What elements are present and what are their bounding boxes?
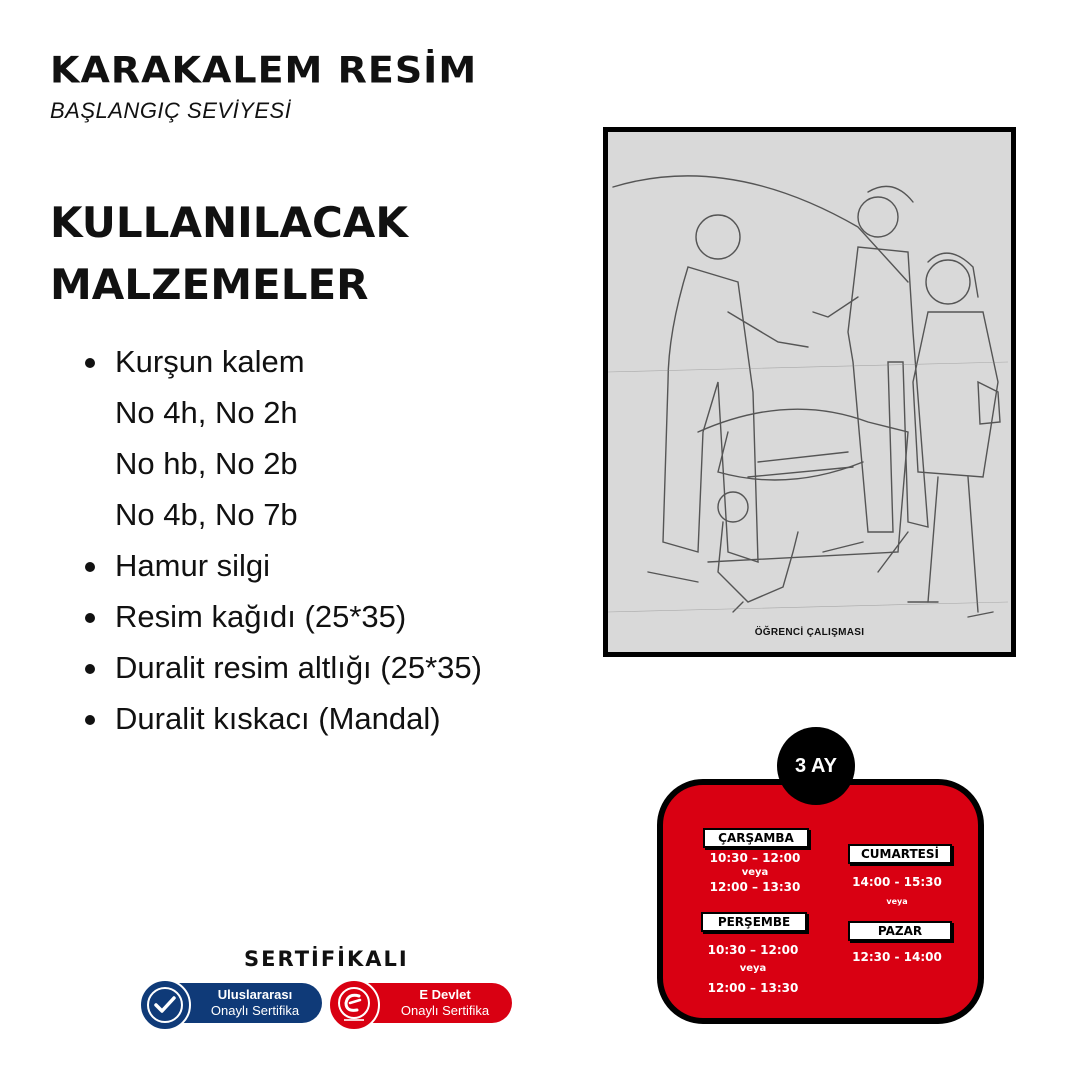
material-item: Hamur silgi (85, 540, 482, 591)
international-certificate-text (188, 987, 322, 1019)
artwork-caption: ÖĞRENCİ ÇALIŞMASI (754, 627, 865, 638)
edevlet-logo-icon (328, 979, 380, 1031)
day-label-cumartesi: CUMARTESİ (848, 844, 952, 864)
material-item-subline: No 4h, No 2h (115, 395, 298, 430)
materials-heading-line1: KULLANILACAK (50, 198, 408, 247)
day-label-carsamba: ÇARŞAMBA (703, 828, 809, 848)
materials-heading (50, 192, 408, 316)
certification-heading: SERTİFİKALI (244, 947, 409, 971)
material-item-subline: No 4b, No 7b (115, 497, 298, 532)
material-item: Duralit kıskacı (Mandal) (85, 693, 482, 744)
or-label: veya (739, 963, 767, 974)
material-item: Kurşun kalem (85, 336, 482, 387)
edevlet-certificate-text (378, 987, 512, 1019)
or-label: veya (741, 867, 769, 878)
time-slot: 12:30 - 14:00 (852, 950, 942, 964)
duration-badge: 3 AY (777, 727, 855, 805)
page-subtitle: BAŞLANGIÇ SEVİYESİ (50, 98, 292, 123)
pencil-sketch-illustration (608, 132, 1011, 652)
day-label-persembe: PERŞEMBE (701, 912, 807, 932)
edevlet-line2: Onaylı Sertifika (400, 1003, 490, 1018)
material-item-subline: No hb, No 2b (115, 446, 298, 481)
time-slot: 10:30 – 12:00 (707, 943, 799, 957)
material-item: Resim kağıdı (25*35) (85, 591, 482, 642)
materials-list (85, 336, 482, 744)
page-title: KARAKALEM RESİM (50, 49, 478, 91)
time-slot: 12:00 – 13:30 (709, 880, 801, 894)
edevlet-line1: E Devlet (419, 987, 471, 1002)
international-line1: Uluslararası (217, 987, 293, 1002)
or-label: veya (886, 897, 908, 906)
schedule-card (657, 779, 984, 1024)
time-slot: 14:00 - 15:30 (852, 875, 942, 889)
student-artwork (603, 127, 1016, 657)
international-line2: Onaylı Sertifika (210, 1003, 300, 1018)
time-slot: 12:00 – 13:30 (707, 981, 799, 995)
time-slot: 10:30 – 12:00 (709, 851, 801, 865)
day-label-pazar: PAZAR (848, 921, 952, 941)
material-item: Duralit resim altlığı (25*35) (85, 642, 482, 693)
materials-heading-line2: MALZEMELER (50, 260, 369, 309)
checkmark-icon (139, 979, 191, 1031)
